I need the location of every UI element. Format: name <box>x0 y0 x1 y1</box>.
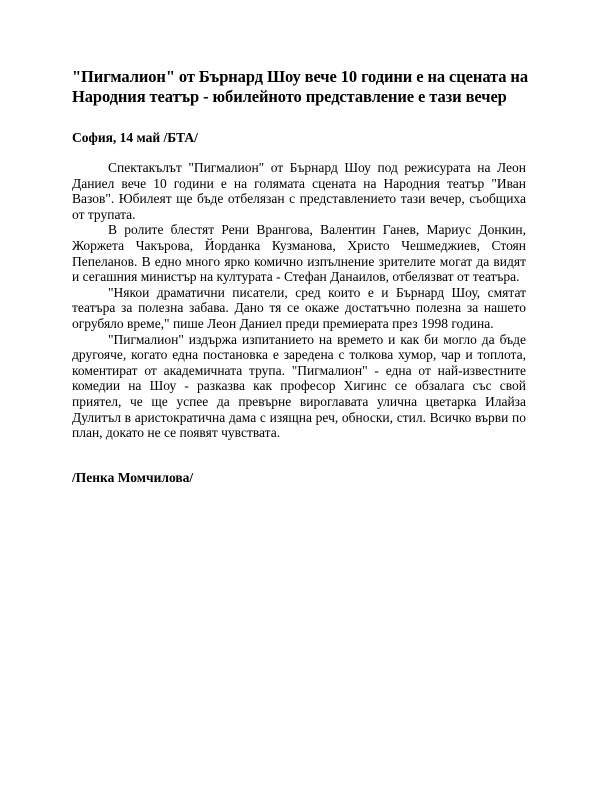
dateline: София, 14 май /БТА/ <box>72 130 198 145</box>
body-paragraph: "Някои драматични писатели, сред които е и Бърнард Шоу, смятат театъра за полезна забава. Дано тя се окаже достатъчно полезна за нашето огрубяло време," пише Леон Даниел преди премиерата през 1998 година. <box>72 284 526 331</box>
article-body <box>72 160 526 441</box>
author-signature: /Пенка Момчилова/ <box>72 470 194 485</box>
body-paragraph: В ролите блестят Рени Врангова, Валентин Ганев, Мариус Донкин, Жоржета Чакърова, Йорданка Кузманова, Христо Чешмеджиев, Стоян Пепеланов. В едно много ярко комично изпълнение зрителите могат да видят и сегашния министър на културата - Стефан Данаилов, отбелязват от театъра. <box>72 222 526 285</box>
article-title: "Пигмалион" от Бърнард Шоу вече 10 години е на сцената на Народния театър - юбилейното представление е тази вечер <box>72 67 528 106</box>
body-paragraph: Спектакълът "Пигмалион" от Бърнард Шоу под режисурата на Леон Даниел вече 10 години е на голямата сцената на Народния театър "Иван Вазов". Юбилеят ще бъде отбелязан с представлението тази вечер, съобщиха от трупата. <box>72 160 526 222</box>
body-paragraph: "Пигмалион" издържа изпитанието на времето и как би могло да бъде другояче, когато една постановка е заредена с толкова хумор, чар и топлота, коментират от академичната трупа. "Пигмалион" - една от най-известните комедии на Шоу - разказва как професор Хигинс се обзалага със свой приятел, че ще успее да превърне вироглавата улична цветарка Илайза Дулитъл в аристократична дама с изящна реч, обноски, стил. Всичко върви по план, докато не се появят чувствата. <box>72 331 526 441</box>
